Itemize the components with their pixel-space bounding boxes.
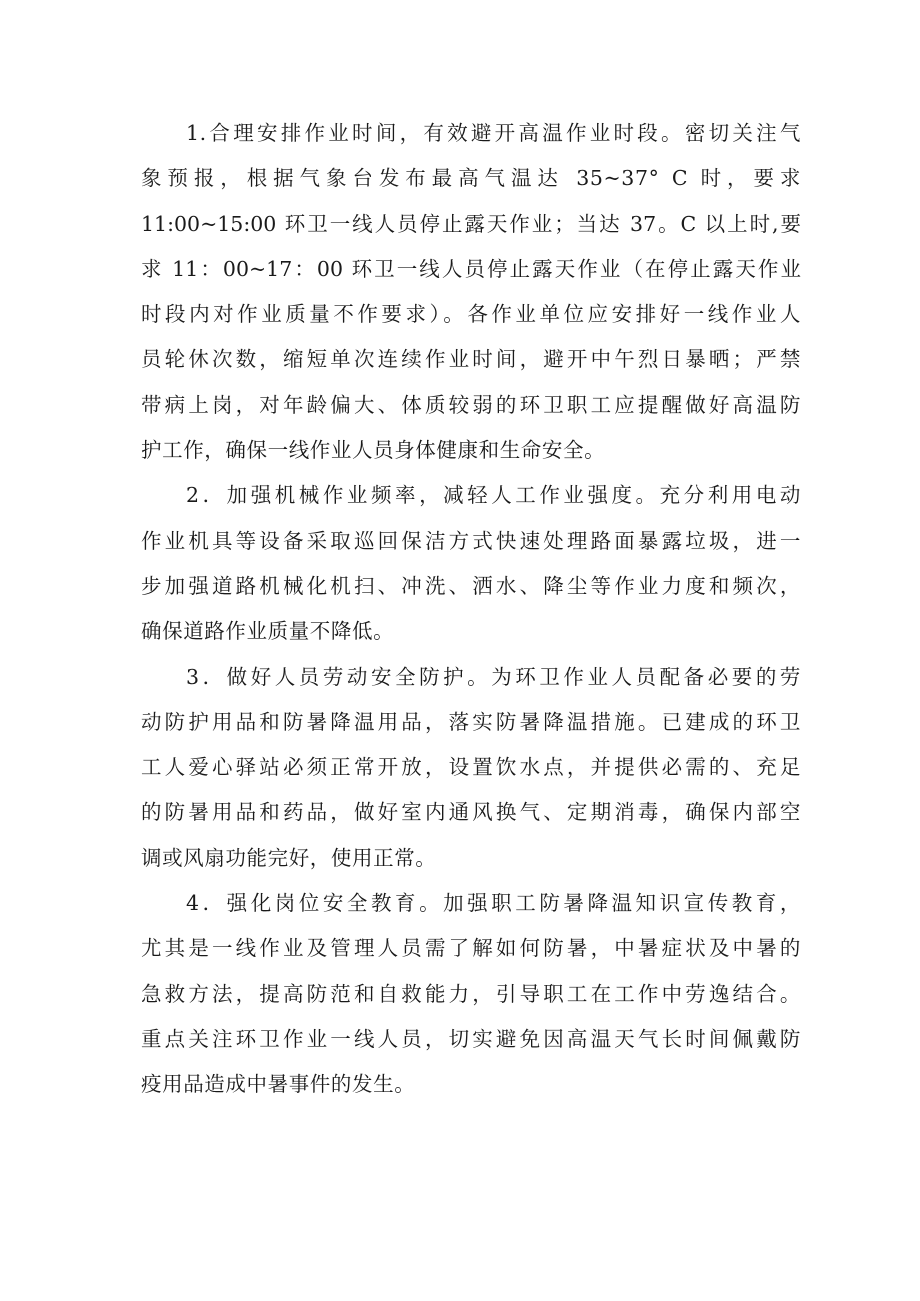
text-line: 象预报，根据气象台发布最高气温达 35~37° C 时，要求 — [141, 166, 801, 191]
text-line: 3．做好人员劳动安全防护。为环卫作业人员配备必要的劳 — [186, 664, 801, 689]
text-line: 求 11：00~17：00 环卫一线人员停止露天作业（在停止露天作业 — [141, 256, 801, 281]
text-line: 重点关注环卫作业一线人员，切实避免因高温天气长时间佩戴防 — [141, 1026, 801, 1051]
text-line: 1.合理安排作业时间，有效避开高温作业时段。密切关注气 — [186, 121, 801, 145]
text-line: 员轮休次数，缩短单次连续作业时间，避开中午烈日暴晒；严禁 — [141, 347, 801, 372]
text-line: 带病上岗，对年龄偏大、体质较弱的环卫职工应提醒做好高温防 — [141, 392, 801, 417]
paragraph-3 — [141, 655, 801, 881]
paragraph-1 — [141, 111, 801, 473]
text-line: 的防暑用品和药品，做好室内通风换气、定期消毒，确保内部空 — [141, 800, 801, 825]
document-body — [141, 111, 801, 1108]
text-line: 作业机具等设备采取巡回保洁方式快速处理路面暴露垃圾，进一 — [141, 528, 801, 553]
text-line: 时段内对作业质量不作要求）。各作业单位应安排好一线作业人 — [141, 302, 801, 327]
paragraph-2 — [141, 473, 801, 654]
paragraph-4 — [141, 881, 801, 1107]
text-line: 确保道路作业质量不降低。 — [141, 619, 395, 644]
text-line: 2．加强机械作业频率，减轻人工作业强度。充分利用电动 — [186, 483, 801, 508]
text-line: 工人爱心驿站必须正常开放，设置饮水点，并提供必需的、充足 — [141, 755, 801, 780]
text-line: 4．强化岗位安全教育。加强职工防暑降温知识宣传教育， — [186, 891, 801, 916]
text-line: 急救方法，提高防范和自救能力，引导职工在工作中劳逸结合。 — [141, 981, 801, 1006]
text-line: 调或风扇功能完好，使用正常。 — [141, 845, 437, 870]
text-line: 11:00~15:00 环卫一线人员停止露天作业；当达 37。C 以上时,要 — [141, 211, 801, 236]
text-line: 尤其是一线作业及管理人员需了解如何防暑，中暑症状及中暑的 — [141, 936, 801, 961]
text-line: 护工作，确保一线作业人员身体健康和生命安全。 — [141, 438, 606, 463]
text-line: 疫用品造成中暑事件的发生。 — [141, 1072, 416, 1097]
text-line: 步加强道路机械化机扫、冲洗、洒水、降尘等作业力度和频次， — [141, 573, 801, 598]
text-line: 动防护用品和防暑降温用品，落实防暑降温措施。已建成的环卫 — [141, 709, 801, 734]
